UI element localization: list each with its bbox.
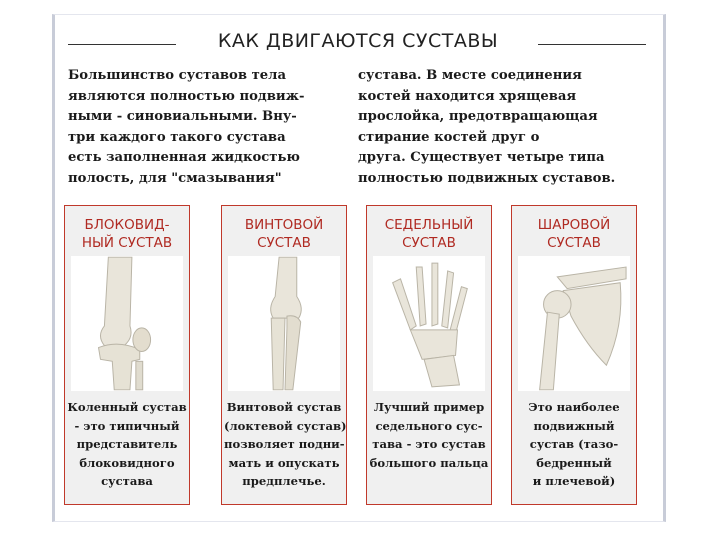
card-desc-line: (локтевой сустав) bbox=[224, 418, 347, 433]
card-desc-line: тава - это сустав bbox=[372, 437, 486, 451]
title-rule-left bbox=[68, 44, 176, 45]
intro-line: друга. Существует четыре типа bbox=[358, 150, 605, 165]
card-title-line: БЛОКОВИД- bbox=[84, 217, 170, 233]
card-desc-line: Это наиболее bbox=[528, 400, 620, 414]
intro-line: сустава. В месте соединения bbox=[358, 68, 582, 83]
card-desc-line: сустава bbox=[101, 474, 153, 488]
card-desc-line: седельного сус- bbox=[375, 418, 483, 433]
card-saddle-joint bbox=[366, 205, 492, 505]
card-title-line: ВИНТОВОЙ bbox=[244, 217, 324, 233]
card-desc-line: блоковидного bbox=[79, 455, 175, 470]
card-title-line: СЕДЕЛЬНЫЙ bbox=[384, 217, 474, 233]
intro-column-left bbox=[68, 66, 346, 189]
card-title-line: ШАРОВОЙ bbox=[537, 217, 611, 233]
card-description bbox=[514, 398, 634, 491]
card-desc-line: предплечье. bbox=[242, 474, 326, 488]
card-title-line: СУСТАВ bbox=[402, 235, 456, 251]
card-title-line: СУСТАВ bbox=[547, 235, 601, 251]
card-title-line: СУСТАВ bbox=[257, 235, 311, 251]
card-desc-line: и плечевой) bbox=[532, 474, 616, 488]
card-desc-line: мать и опускать bbox=[228, 455, 340, 470]
intro-line: являются полностью подвиж- bbox=[68, 88, 305, 104]
intro-line: ными - синовиальными. Вну- bbox=[68, 109, 297, 124]
card-title bbox=[222, 216, 346, 252]
shoulder-joint-image bbox=[518, 256, 630, 391]
intro-line: костей находится хрящевая bbox=[358, 88, 577, 104]
card-desc-line: бедренный bbox=[536, 455, 612, 470]
hand-thumb-joint-image bbox=[373, 256, 485, 391]
card-desc-line: представитель bbox=[76, 437, 178, 451]
header bbox=[62, 30, 652, 58]
page-title: КАК ДВИГАЮТСЯ СУСТАВЫ bbox=[217, 30, 499, 52]
title-rule-right bbox=[538, 44, 646, 45]
intro-line: прослойка, предотвращающая bbox=[358, 109, 598, 124]
card-title bbox=[367, 216, 491, 252]
intro-line: три каждого такого сустава bbox=[68, 129, 286, 145]
intro-line: Большинство суставов тела bbox=[68, 68, 287, 83]
card-description bbox=[369, 398, 489, 472]
card-title bbox=[512, 216, 636, 252]
knee-joint-image bbox=[71, 256, 183, 391]
intro-line: есть заполненная жидкостью bbox=[68, 150, 300, 165]
card-pivot-joint bbox=[221, 205, 347, 505]
card-ball-joint bbox=[511, 205, 637, 505]
card-title bbox=[65, 216, 189, 252]
card-desc-line: Винтовой сустав bbox=[226, 400, 342, 414]
card-description bbox=[224, 398, 347, 491]
elbow-joint-image bbox=[228, 256, 340, 391]
intro-column-right bbox=[358, 66, 654, 189]
card-desc-line: позволяет подни- bbox=[224, 437, 345, 451]
card-desc-line: сустав (тазо- bbox=[529, 437, 619, 451]
card-desc-line: Лучший пример bbox=[373, 400, 485, 414]
card-desc-line: подвижный bbox=[533, 418, 615, 433]
intro-line: стирание костей друг о bbox=[358, 129, 540, 145]
card-desc-line: Коленный сустав bbox=[67, 400, 187, 414]
card-title-line: НЫЙ СУСТАВ bbox=[81, 235, 173, 251]
card-hinge-joint bbox=[64, 205, 190, 505]
card-desc-line: - это типичный bbox=[74, 418, 180, 433]
card-description bbox=[67, 398, 187, 491]
intro-line: полностью подвижных суставов. bbox=[358, 170, 616, 186]
intro-line: полость, для "смазывания" bbox=[68, 170, 282, 186]
card-desc-line: большого пальца bbox=[369, 455, 489, 470]
